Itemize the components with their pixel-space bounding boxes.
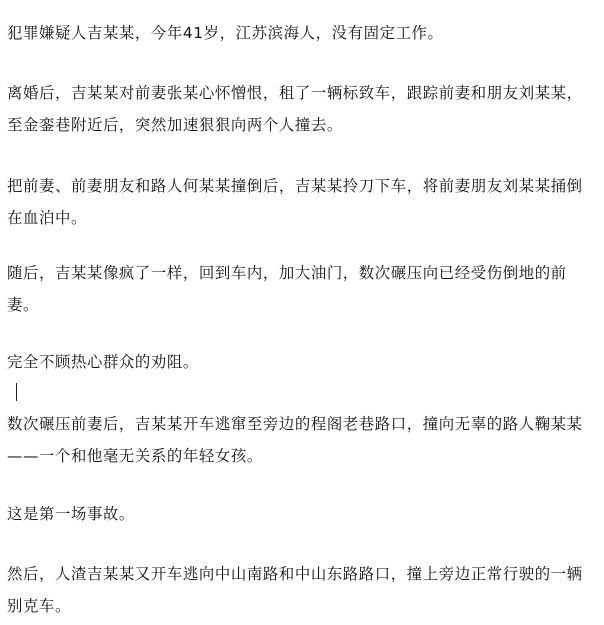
text-cursor	[16, 383, 17, 401]
paragraph-7: 这是第一场事故。	[7, 505, 135, 523]
paragraph-3: 把前妻、前妻朋友和路人何某某撞倒后，吉某某拎刀下车，将前妻朋友刘某某捅倒在血泊中。	[7, 177, 583, 227]
paragraph-6: 数次碾压前妻后，吉某某开车逃窜至旁边的程阁老巷路口，撞向无辜的路人鞠某某——一个和他毫无关系的年轻女孩。	[7, 415, 583, 465]
paragraph-2: 离婚后，吉某某对前妻张某心怀憎恨，租了一辆标致车，跟踪前妻和朋友刘某某，至金銮巷附近后，突然加速狠狠向两个人撞去。	[7, 84, 583, 134]
paragraph-4: 随后，吉某某像疯了一样，回到车内，加大油门，数次碾压向已经受伤倒地的前妻。	[7, 264, 567, 314]
paragraph-8: 然后，人渣吉某某又开车逃向中山南路和中山东路路口，撞上旁边正常行驶的一辆别克车。	[7, 565, 583, 615]
paragraph-1: 犯罪嫌疑人吉某某，今年41岁，江苏滨海人，没有固定工作。	[7, 24, 444, 42]
paragraph-5: 完全不顾热心群众的劝阻。	[7, 353, 199, 371]
